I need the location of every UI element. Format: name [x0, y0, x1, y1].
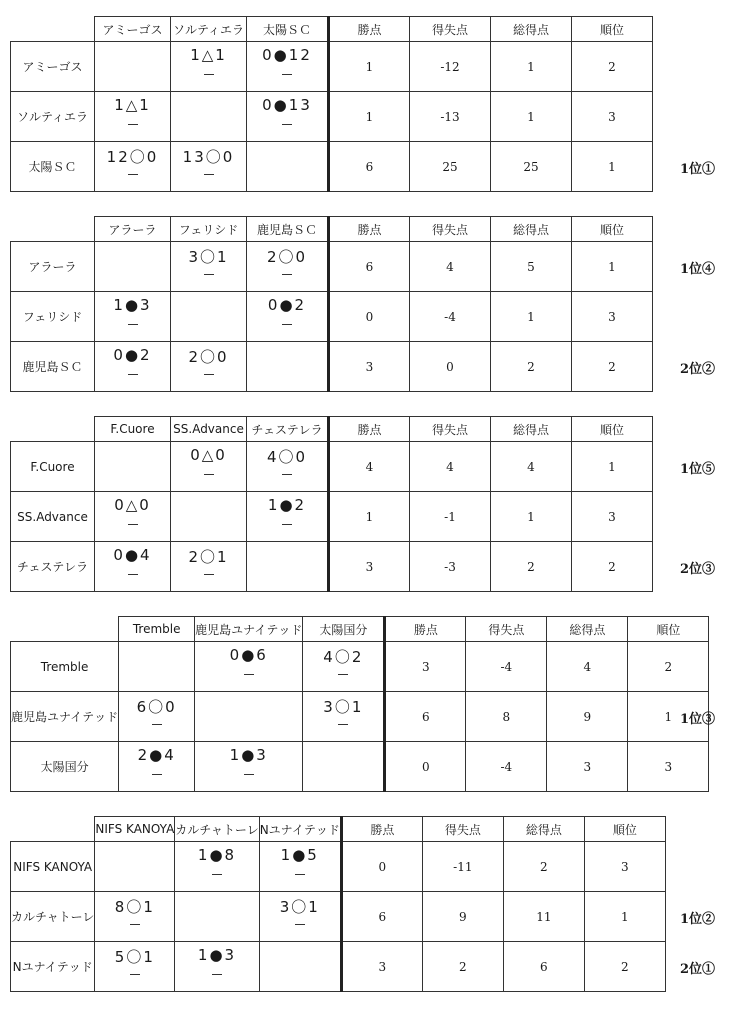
column-header-stat: 得失点 [466, 617, 547, 642]
match-result-cell [195, 642, 303, 692]
score-underline [204, 374, 214, 375]
score-underline [282, 324, 292, 325]
team-name [11, 492, 95, 542]
rank: 1 [628, 692, 709, 742]
team-row [11, 442, 653, 492]
standings-table [10, 816, 666, 992]
column-header-team-label: アミーゴス [102, 22, 163, 37]
group-table-4 [10, 616, 709, 792]
column-header-team [175, 817, 259, 842]
standings-table [10, 416, 653, 592]
match-result-cell [95, 942, 175, 992]
score-underline [212, 974, 222, 975]
column-header-stat: 順位 [628, 617, 709, 642]
points: 6 [329, 242, 410, 292]
corner-cell [11, 217, 95, 242]
rank: 1 [572, 442, 653, 492]
corner-cell [11, 17, 95, 42]
score-underline [244, 674, 254, 675]
match-score: 1△1 [190, 46, 227, 64]
points: 3 [385, 642, 466, 692]
goals-scored: 2 [491, 542, 572, 592]
team-name [11, 292, 95, 342]
match-result-cell [259, 892, 341, 942]
match-result-cell [95, 542, 171, 592]
team-name-label: アラーラ [28, 260, 77, 274]
team-name-label: チェステレラ [16, 560, 89, 574]
score-underline [282, 274, 292, 275]
team-row [11, 842, 666, 892]
team-name [11, 542, 95, 592]
match-score: 0●13 [262, 96, 312, 114]
rank: 3 [572, 92, 653, 142]
match-result-cell [303, 692, 385, 742]
score-underline [212, 874, 222, 875]
standings-table [10, 16, 653, 192]
team-row [11, 142, 653, 192]
qualification-note: 2位① [680, 962, 716, 977]
corner-cell [11, 617, 119, 642]
score-underline [130, 974, 140, 975]
column-header-team [247, 417, 329, 442]
points: 1 [329, 42, 410, 92]
goals-scored: 6 [503, 942, 584, 992]
points: 6 [385, 692, 466, 742]
team-name-label: 太陽国分 [40, 760, 89, 774]
rank: 3 [628, 742, 709, 792]
match-result-cell [175, 942, 259, 992]
team-name [11, 692, 119, 742]
match-result-cell [95, 92, 171, 142]
qualification-note: 1位⑤ [680, 462, 716, 477]
column-header-team-label: チェステレラ [251, 422, 323, 437]
column-header-team [171, 17, 247, 42]
column-header-team-label: Nユナイテッド [259, 822, 340, 837]
column-header-stat: 順位 [584, 817, 665, 842]
points: 0 [329, 292, 410, 342]
column-header-stat: 総得点 [491, 417, 572, 442]
match-score: 3〇1 [323, 698, 364, 716]
match-score: 0●2 [113, 346, 152, 364]
score-underline [282, 524, 292, 525]
match-result-cell [247, 292, 329, 342]
goals-scored: 4 [547, 642, 628, 692]
match-score: 8〇1 [114, 898, 155, 916]
match-score: 4〇2 [323, 648, 364, 666]
self-match-cell [259, 942, 341, 992]
column-header-team [95, 217, 171, 242]
match-score: 1●8 [197, 846, 237, 864]
goal-difference: 2 [422, 942, 503, 992]
score-underline [204, 574, 214, 575]
column-header-stat: 得失点 [422, 817, 503, 842]
standings-table [10, 216, 653, 392]
rank: 3 [572, 492, 653, 542]
self-match-cell [247, 142, 329, 192]
header-row [11, 617, 709, 642]
score-underline [282, 124, 292, 125]
goals-scored: 4 [491, 442, 572, 492]
column-header-team [171, 217, 247, 242]
goals-scored: 2 [503, 842, 584, 892]
match-score: 2〇0 [188, 348, 229, 366]
match-score: 0●6 [229, 646, 268, 664]
match-result-cell [95, 292, 171, 342]
match-result-cell [259, 842, 341, 892]
self-match-cell [95, 442, 171, 492]
column-header-team-label: 太陽ＳＣ [262, 22, 311, 37]
qualification-note: 2位② [680, 362, 716, 377]
score-underline [128, 124, 138, 125]
column-header-team [95, 817, 175, 842]
team-row [11, 942, 666, 992]
column-header-team [259, 817, 341, 842]
match-result-cell [247, 42, 329, 92]
match-score: 4〇0 [266, 448, 308, 466]
team-name [11, 342, 95, 392]
team-name [11, 242, 95, 292]
team-name-label: NIFS KANOYA [13, 859, 93, 874]
match-result-cell [247, 492, 329, 542]
header-row [11, 417, 653, 442]
team-row [11, 42, 653, 92]
score-underline [295, 874, 305, 875]
team-name [11, 742, 119, 792]
score-underline [338, 674, 348, 675]
goal-difference: 25 [410, 142, 491, 192]
goal-difference: -13 [410, 92, 491, 142]
team-name [11, 942, 95, 992]
score-underline [204, 74, 214, 75]
qualification-note: 1位③ [680, 712, 716, 727]
column-header-team-label: NIFS KANOYA [95, 822, 175, 836]
team-name [11, 142, 95, 192]
self-match-cell [95, 242, 171, 292]
column-header-stat: 勝点 [341, 817, 422, 842]
self-match-cell [119, 642, 195, 692]
header-row [11, 817, 666, 842]
goal-difference: -4 [466, 642, 547, 692]
match-score: 12〇0 [106, 148, 159, 166]
match-result-cell [95, 492, 171, 542]
self-match-cell [175, 892, 259, 942]
points: 0 [385, 742, 466, 792]
match-score: 0●4 [113, 546, 152, 564]
goals-scored: 5 [491, 242, 572, 292]
team-row [11, 642, 709, 692]
team-row [11, 892, 666, 942]
match-result-cell [119, 692, 195, 742]
score-underline [204, 474, 214, 475]
goal-difference: 4 [410, 442, 491, 492]
match-result-cell [95, 892, 175, 942]
column-header-team [95, 17, 171, 42]
team-name-label: カルチャトーレ [11, 910, 95, 924]
match-result-cell [247, 92, 329, 142]
goals-scored: 25 [491, 142, 572, 192]
goals-scored: 1 [491, 292, 572, 342]
team-name [11, 892, 95, 942]
column-header-stat: 得失点 [410, 417, 491, 442]
rank: 3 [584, 842, 665, 892]
rank: 2 [584, 942, 665, 992]
column-header-stat: 勝点 [385, 617, 466, 642]
self-match-cell [247, 342, 329, 392]
match-result-cell [175, 842, 259, 892]
team-name [11, 92, 95, 142]
score-underline [282, 74, 292, 75]
points: 3 [329, 542, 410, 592]
match-score: 0△0 [190, 446, 227, 464]
self-match-cell [303, 742, 385, 792]
match-result-cell [247, 242, 329, 292]
team-row [11, 292, 653, 342]
match-result-cell [303, 642, 385, 692]
self-match-cell [95, 42, 171, 92]
score-underline [204, 274, 214, 275]
corner-cell [11, 417, 95, 442]
column-header-stat: 順位 [572, 417, 653, 442]
column-header-team [247, 217, 329, 242]
match-score: 1●5 [280, 846, 319, 864]
rank: 1 [572, 142, 653, 192]
column-header-stat: 総得点 [503, 817, 584, 842]
points: 3 [341, 942, 422, 992]
goal-difference: 9 [422, 892, 503, 942]
goals-scored: 1 [491, 42, 572, 92]
team-name-label: ソルティエラ [16, 110, 89, 124]
self-match-cell [171, 292, 247, 342]
self-match-cell [95, 842, 175, 892]
points: 6 [341, 892, 422, 942]
qualification-note: 1位① [680, 162, 716, 177]
match-result-cell [171, 342, 247, 392]
team-row [11, 742, 709, 792]
score-underline [130, 924, 140, 925]
column-header-team [247, 17, 329, 42]
score-underline [128, 524, 138, 525]
match-score: 2〇1 [188, 548, 229, 566]
points: 1 [329, 92, 410, 142]
score-underline [152, 774, 162, 775]
goals-scored: 11 [503, 892, 584, 942]
goal-difference: -1 [410, 492, 491, 542]
match-score: 1●2 [267, 496, 307, 514]
goal-difference: -11 [422, 842, 503, 892]
goals-scored: 2 [491, 342, 572, 392]
column-header-stat: 総得点 [547, 617, 628, 642]
score-underline [128, 574, 138, 575]
points: 4 [329, 442, 410, 492]
team-row [11, 542, 653, 592]
column-header-stat: 順位 [572, 17, 653, 42]
match-result-cell [171, 442, 247, 492]
column-header-team-label: 鹿児島ＳＣ [256, 222, 317, 237]
goals-scored: 1 [491, 492, 572, 542]
qualification-note: 2位③ [680, 562, 716, 577]
score-underline [128, 324, 138, 325]
match-score: 0●12 [262, 46, 312, 64]
team-row [11, 342, 653, 392]
team-name-label: SS.Advance [17, 509, 88, 524]
match-score: 3〇1 [279, 898, 320, 916]
header-row [11, 217, 653, 242]
match-score: 0△0 [114, 496, 151, 514]
score-underline [244, 774, 254, 775]
team-name [11, 642, 119, 692]
column-header-team [171, 417, 247, 442]
score-underline [128, 174, 138, 175]
match-result-cell [119, 742, 195, 792]
column-header-stat: 得失点 [410, 217, 491, 242]
column-header-stat: 勝点 [329, 17, 410, 42]
team-name [11, 42, 95, 92]
match-result-cell [95, 342, 171, 392]
column-header-stat: 順位 [572, 217, 653, 242]
rank: 1 [572, 242, 653, 292]
match-score: 1●3 [113, 296, 152, 314]
team-name-label: 鹿児島ユナイテッド [11, 710, 119, 724]
match-result-cell [171, 142, 247, 192]
team-row [11, 242, 653, 292]
goal-difference: 8 [466, 692, 547, 742]
score-underline [152, 724, 162, 725]
column-header-team-label: 鹿児島ユナイテッド [195, 622, 303, 637]
goal-difference: -3 [410, 542, 491, 592]
goal-difference: 4 [410, 242, 491, 292]
match-score: 5〇1 [114, 948, 155, 966]
rank: 2 [572, 42, 653, 92]
match-score: 1●3 [197, 946, 237, 964]
match-score: 3〇1 [188, 248, 229, 266]
match-result-cell [171, 542, 247, 592]
qualification-note: 1位④ [680, 262, 716, 277]
goals-scored: 3 [547, 742, 628, 792]
column-header-stat: 総得点 [491, 17, 572, 42]
goal-difference: -4 [410, 292, 491, 342]
team-name-label: アミーゴス [22, 60, 83, 74]
column-header-team-label: カルチャトーレ [175, 822, 259, 837]
match-result-cell [247, 442, 329, 492]
score-underline [204, 174, 214, 175]
corner-cell [11, 817, 95, 842]
goal-difference: 0 [410, 342, 491, 392]
column-header-team-label: アラーラ [108, 222, 157, 237]
column-header-team-label: F.Cuore [110, 422, 155, 436]
points: 1 [329, 492, 410, 542]
score-underline [338, 724, 348, 725]
match-result-cell [171, 42, 247, 92]
rank: 2 [572, 342, 653, 392]
column-header-team-label: ソルティエラ [172, 22, 245, 37]
group-table-2 [10, 216, 653, 392]
column-header-team [95, 417, 171, 442]
match-score: 6〇0 [136, 698, 177, 716]
goals-scored: 9 [547, 692, 628, 742]
self-match-cell [171, 92, 247, 142]
score-underline [128, 374, 138, 375]
score-underline [282, 474, 292, 475]
team-name [11, 442, 95, 492]
goal-difference: -12 [410, 42, 491, 92]
standings-table [10, 616, 709, 792]
team-name-label: Nユナイテッド [12, 960, 93, 974]
column-header-stat: 得失点 [410, 17, 491, 42]
group-table-1 [10, 16, 653, 192]
column-header-team-label: SS.Advance [173, 422, 244, 436]
self-match-cell [195, 692, 303, 742]
team-row [11, 492, 653, 542]
team-row [11, 692, 709, 742]
column-header-team [303, 617, 385, 642]
points: 3 [329, 342, 410, 392]
team-name-label: 鹿児島ＳＣ [22, 360, 83, 374]
match-score: 13〇0 [182, 148, 235, 166]
goals-scored: 1 [491, 92, 572, 142]
self-match-cell [171, 492, 247, 542]
match-score: 2〇0 [266, 248, 308, 266]
column-header-team-label: フェリシド [178, 222, 239, 237]
points: 6 [329, 142, 410, 192]
team-name-label: F.Cuore [30, 459, 75, 474]
column-header-team [195, 617, 303, 642]
match-result-cell [95, 142, 171, 192]
match-result-cell [171, 242, 247, 292]
rank: 3 [572, 292, 653, 342]
score-underline [295, 924, 305, 925]
column-header-team-label: 太陽国分 [319, 622, 368, 637]
team-row [11, 92, 653, 142]
team-name [11, 842, 95, 892]
match-score: 2●4 [137, 746, 176, 764]
team-name-label: フェリシド [22, 310, 83, 324]
rank: 1 [584, 892, 665, 942]
rank: 2 [572, 542, 653, 592]
match-score: 0●2 [267, 296, 307, 314]
column-header-stat: 勝点 [329, 417, 410, 442]
match-score: 1△1 [114, 96, 151, 114]
column-header-stat: 総得点 [491, 217, 572, 242]
goal-difference: -4 [466, 742, 547, 792]
points: 0 [341, 842, 422, 892]
header-row [11, 17, 653, 42]
column-header-team [119, 617, 195, 642]
match-result-cell [195, 742, 303, 792]
self-match-cell [247, 542, 329, 592]
qualification-note: 1位② [680, 912, 716, 927]
column-header-stat: 勝点 [329, 217, 410, 242]
team-name-label: Tremble [40, 659, 89, 674]
group-table-3 [10, 416, 653, 592]
rank: 2 [628, 642, 709, 692]
column-header-team-label: Tremble [132, 622, 181, 636]
team-name-label: 太陽ＳＣ [28, 160, 77, 174]
match-score: 1●3 [229, 746, 268, 764]
group-table-5 [10, 816, 666, 992]
